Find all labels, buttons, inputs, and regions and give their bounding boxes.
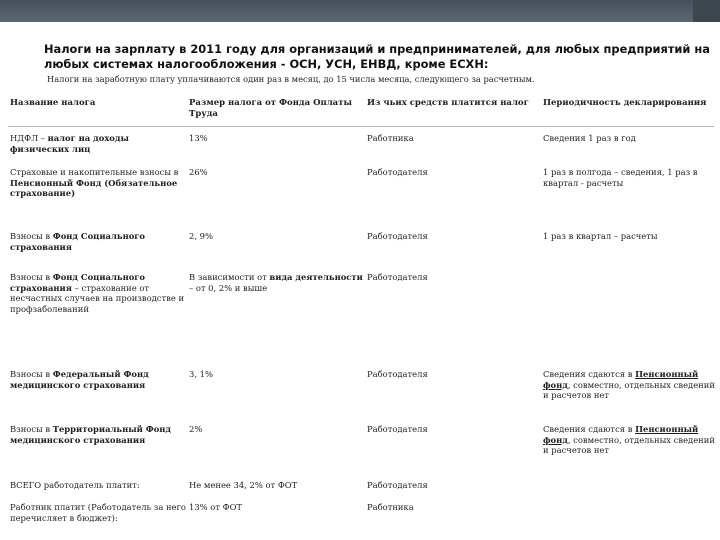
row-8-payer: Работника <box>367 502 414 512</box>
row-2-size: 26% <box>189 167 208 177</box>
row-5-size: 3, 1% <box>189 369 213 379</box>
row-6-size: 2% <box>189 424 203 434</box>
row-1-name: НДФЛ – налог на доходы физических лиц <box>10 133 129 154</box>
header-tax-size: Размер налога от Фонда Оплаты Труда <box>189 98 352 119</box>
row-4-name: Взносы в Фонд Социального страхования – страхование от несчастных случаев на производстве и профзаболеваний <box>10 272 185 314</box>
row-2-name: Страховые и накопительные взносы в Пенсионный Фонд (Обязательное страхование) <box>10 167 179 198</box>
row-4-size: В зависимости от вида деятельности – от 0, 2% и выше <box>189 272 363 293</box>
header-tax-payer: Из чьих средств платится налог <box>367 98 529 108</box>
row-7-name: ВСЕГО работодатель платит: <box>10 480 140 490</box>
row-3-name: Взносы в Фонд Социального страхования <box>10 231 146 252</box>
row-3-period: 1 раз в квартал – расчеты <box>543 231 658 241</box>
header-divider <box>8 126 714 127</box>
row-6-name: Взносы в Территориальный Фонд медицинского страхования <box>10 424 171 445</box>
slide-top-bar <box>0 0 720 22</box>
row-1-payer: Работника <box>367 133 414 143</box>
row-6-period: Сведения сдаются в Пенсионный фонд, совместно, отдельных сведений и расчетов нет <box>543 424 715 455</box>
row-1-period: Сведения 1 раз в год <box>543 133 636 143</box>
row-2-payer: Работодателя <box>367 167 428 177</box>
row-6-payer: Работодателя <box>367 424 428 434</box>
top-bar-accent <box>693 0 720 22</box>
row-5-payer: Работодателя <box>367 369 428 379</box>
row-7-size: Не менее 34, 2% от ФОТ <box>189 480 298 490</box>
row-5-name: Взносы в Федеральный Фонд медицинского страхования <box>10 369 149 390</box>
slide-subtitle: Налоги на заработную плату уплачиваются один раз в месяц, до 15 числа месяца, следующего за расчетным. <box>47 74 535 84</box>
slide-title: Налоги на зарплату в 2011 году для организаций и предпринимателей, для любых предприятий на любых системах налогообложения - ОСН, УСН, ЕНВД, кроме ЕСХН: <box>44 42 710 71</box>
row-3-payer: Работодателя <box>367 231 428 241</box>
row-3-size: 2, 9% <box>189 231 213 241</box>
header-tax-period: Периодичность декларирования <box>543 98 707 108</box>
header-tax-name: Название налога <box>10 98 96 108</box>
row-7-payer: Работодателя <box>367 480 428 490</box>
row-8-size: 13% от ФОТ <box>189 502 243 512</box>
row-2-period: 1 раз в полгода – сведения, 1 раз в квартал - расчеты <box>543 167 698 188</box>
row-8-name: Работник платит (Работодатель за него перечисляет в бюджет): <box>10 502 186 523</box>
row-5-period: Сведения сдаются в Пенсионный фонд, совместно, отдельных сведений и расчетов нет <box>543 369 715 400</box>
row-1-size: 13% <box>189 133 208 143</box>
row-4-payer: Работодателя <box>367 272 428 282</box>
